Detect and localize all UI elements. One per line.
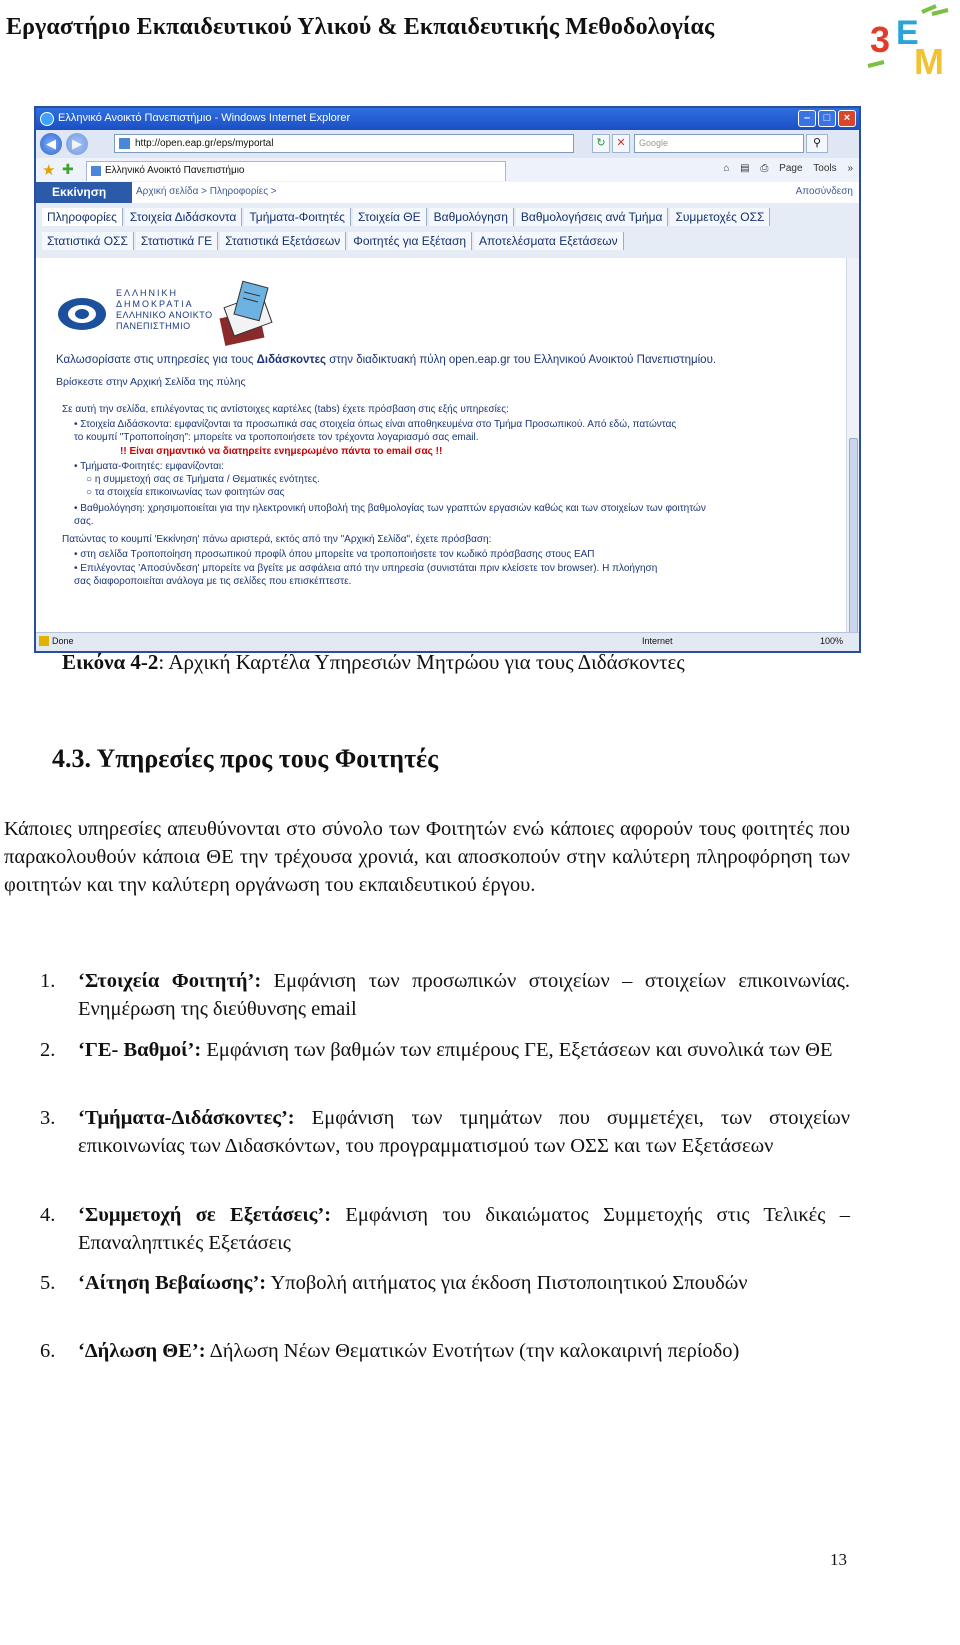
- tab-oss-stats[interactable]: Στατιστικά ΟΣΣ: [42, 232, 134, 250]
- tab-ge-stats[interactable]: Στατιστικά ΓΕ: [136, 232, 218, 250]
- scroll-thumb[interactable]: [849, 438, 858, 648]
- organization-name: ΕΛΛΗΝΙΚΗ ΔΗΜΟΚΡΑΤΙΑ ΕΛΛΗΝΙΚΟ ΑΝΟΙΚΤΟ ΠΑΝΕΠΙΣΤΗΜΙΟ: [116, 288, 213, 331]
- list-item: 2. ‘ΓΕ- Βαθμοί’: Εμφάνιση των βαθμών των επιμέρους ΓΕ, Εξετάσεων και συνολικά των ΘΕ: [40, 1039, 833, 1061]
- list-item: 3. ‘Τμήματα-Διδάσκοντες’: Εμφάνιση των τμημάτων που συμμετέχει, των στοιχείων επικοινωνίας των Διδασκόντων, του προγραμματισμού των ΟΣΣ και των Εξετάσεων: [40, 1107, 850, 1157]
- refresh-icon[interactable]: ↻: [592, 134, 610, 153]
- favorites-star-icon[interactable]: ★: [42, 162, 56, 179]
- command-bar: [715, 163, 853, 174]
- welcome-text: Καλωσορίσατε στις υπηρεσίες για τους Διδάσκοντες στην διαδικτυακή πύλη open.eap.gr του Ελληνικού Ανοικτού Πανεπιστημίου.: [56, 354, 717, 366]
- window-titlebar: [36, 108, 859, 130]
- tab-info[interactable]: Πληροφορίες: [42, 208, 123, 226]
- maximize-button[interactable]: □: [818, 110, 836, 127]
- tab-icon: [91, 166, 101, 176]
- stop-icon[interactable]: ✕: [612, 134, 630, 153]
- window-title: Ελληνικό Ανοικτό Πανεπιστήμιο - Windows Internet Explorer: [58, 112, 351, 124]
- print-icon[interactable]: ⎙: [760, 163, 769, 174]
- status-zone: Internet: [642, 636, 673, 646]
- home-icon[interactable]: ⌂: [723, 163, 730, 174]
- tab-oss-participation[interactable]: Συμμετοχές ΟΣΣ: [670, 208, 770, 226]
- documents-icon: [216, 278, 280, 350]
- document-header-title: Εργαστήριο Εκπαιδευτικού Υλικού & Εκπαιδευτικής Μεθοδολογίας: [6, 14, 715, 40]
- svg-text:Ε: Ε: [896, 14, 919, 52]
- search-input[interactable]: Google: [634, 134, 804, 153]
- intro-paragraph: Κάποιες υπηρεσίες απευθύνονται στο σύνολο των Φοιτητών ενώ κάποιες αφορούν τους φοιτητές που παρακολουθούν κάποια ΘΕ την τρέχουσα χρονιά, και αποσκοπούν στην καλύτερη πληροφόρηση των φοιτητών και την καλύτερη οργάνωση του εκπαιδευτικού έργου.: [4, 818, 850, 896]
- section-title: 4.3. Υπηρεσίες προς τους Φοιτητές: [52, 744, 439, 773]
- info-line-10[interactable]: • στη σελίδα Τροποποίηση προσωπικού προφίλ όπου μπορείτε να τροποποιήσετε τον κωδικό πρόσβασης στους ΕΑΠ: [74, 549, 595, 560]
- service-tabs: [36, 203, 859, 259]
- info-line-9: Πατώντας το κουμπί 'Εκκίνηση' πάνω αριστερά, εκτός από την "Αρχική Σελίδα", έχετε πρόσβαση:: [62, 534, 492, 545]
- info-line-6: ○ τα στοιχεία επικοινωνίας των φοιτητών σας: [86, 487, 285, 498]
- browser-tab[interactable]: [86, 161, 506, 181]
- email-warning: !! Είναι σημαντικό να διατηρείτε ενημερωμένο πάντα το email σας !!: [120, 446, 443, 457]
- info-line-8: σας.: [74, 516, 94, 527]
- figure-caption: Εικόνα 4-2: Αρχική Καρτέλα Υπηρεσιών Μητρώου για τους Διδάσκοντες: [62, 650, 685, 674]
- svg-text:3: 3: [870, 19, 891, 60]
- tab-module-details[interactable]: Στοιχεία ΘΕ: [353, 208, 427, 226]
- tab-classes-students[interactable]: Τμήματα-Φοιτητές: [244, 208, 351, 226]
- favorites-bar: [36, 158, 859, 183]
- tab-tutor-details[interactable]: Στοιχεία Διδάσκοντα: [125, 208, 242, 226]
- status-icon: [39, 636, 49, 646]
- status-bar: [36, 632, 859, 651]
- list-item: 5. ‘Αίτηση Βεβαίωσης’: Υποβολή αιτήματος για έκδοση Πιστοποιητικού Σπουδών: [40, 1272, 748, 1294]
- address-toolbar: [36, 130, 859, 159]
- forward-arrow-icon[interactable]: ▶: [66, 133, 88, 155]
- tab-exam-stats[interactable]: Στατιστικά Εξετάσεων: [220, 232, 346, 250]
- 3em-logo: [862, 4, 956, 80]
- status-done: Done: [52, 636, 74, 646]
- vertical-scrollbar[interactable]: [846, 258, 859, 633]
- info-line-11: • Επιλέγοντας 'Αποσύνδεση' μπορείτε να βγείτε με ασφάλεια από την υπηρεσία (συνιστάται πριν κλείσετε τον browser). Η πλοήγηση: [74, 563, 658, 574]
- info-line-4: • Τμήματα-Φοιτητές: εμφανίζονται:: [74, 461, 224, 472]
- eap-logo: [56, 296, 108, 332]
- minimize-button[interactable]: –: [798, 110, 816, 127]
- page-menu[interactable]: Page: [779, 163, 803, 174]
- info-line-7: • Βαθμολόγηση: χρησιμοποιείται για την ηλεκτρονική υποβολή της βαθμολογίας των γραπτών εργασιών καθώς και των στοιχείων των φοιτητών: [74, 503, 706, 514]
- location-text: Βρίσκεστε στην Αρχική Σελίδα της πύλης: [56, 376, 246, 388]
- zoom-level[interactable]: 100%: [819, 636, 843, 646]
- info-line-3: το κουμπί "Τροποποίηση": μπορείτε να τροποποιήσετε τον τρέχοντα λογαριασμό σας email.: [74, 432, 479, 443]
- list-item: 6. ‘Δήλωση ΘΕ’: Δήλωση Νέων Θεματικών Ενοτήτων (την καλοκαιρινή περίοδο): [40, 1340, 740, 1362]
- tab-exam-results[interactable]: Αποτελέσματα Εξετάσεων: [474, 232, 624, 250]
- tab-title: Ελληνικό Ανοικτό Πανεπιστήμιο: [105, 165, 245, 176]
- feeds-icon[interactable]: ▤: [740, 163, 750, 174]
- back-arrow-icon[interactable]: ◀: [40, 133, 62, 155]
- address-value: http://open.eap.gr/eps/myportal: [135, 138, 274, 149]
- list-item: 1. ‘Στοιχεία Φοιτητή’: Εμφάνιση των προσωπικών στοιχείων – στοιχείων επικοινωνίας. Ενημέρωση της διεύθυνσης email: [40, 970, 850, 1020]
- info-line-12: σας διαφοροποιείται ανάλογα με τις σελίδες που επισκέπτεστε.: [74, 576, 352, 587]
- browser-screenshot: [34, 106, 861, 653]
- start-button[interactable]: Εκκίνηση: [36, 182, 132, 203]
- add-favorite-icon[interactable]: ✚: [62, 161, 74, 177]
- tab-grading[interactable]: Βαθμολόγηση: [429, 208, 514, 226]
- page-icon: [119, 138, 130, 149]
- breadcrumb[interactable]: Αρχική σελίδα > Πληροφορίες >: [136, 186, 277, 197]
- list-item: 4. ‘Συμμετοχή σε Εξετάσεις’: Εμφάνιση του δικαιώματος Συμμετοχής στις Τελικές – Επαναληπτικές Εξετάσεις: [40, 1204, 850, 1254]
- svg-text:Μ: Μ: [914, 41, 944, 80]
- ie-icon: [40, 112, 54, 126]
- close-button[interactable]: ×: [838, 110, 856, 127]
- site-navbar: [36, 182, 859, 204]
- search-icon[interactable]: ⚲: [806, 134, 828, 153]
- tools-menu[interactable]: Tools: [813, 163, 837, 174]
- page-number: 13: [830, 1550, 847, 1569]
- more-chevron-icon[interactable]: »: [847, 163, 853, 174]
- info-line-2: • Στοιχεία Διδάσκοντα: εμφανίζονται τα προσωπικά σας στοιχεία όπως είναι αποθηκευμένα στο Τμήμα Προσωπικού. Από εδώ, πατώντας: [74, 419, 677, 430]
- address-input[interactable]: [114, 134, 574, 153]
- tab-grades-per-class[interactable]: Βαθμολογήσεις ανά Τμήμα: [516, 208, 669, 226]
- page-content: [36, 258, 847, 633]
- logout-link[interactable]: Αποσύνδεση: [795, 186, 853, 197]
- info-line-1: Σε αυτή την σελίδα, επιλέγοντας τις αντίστοιχες καρτέλες (tabs) έχετε πρόσβαση στις εξής υπηρεσίες:: [62, 404, 509, 415]
- info-line-5: ○ η συμμετοχή σας σε Τμήματα / Θεματικές ενότητες.: [86, 474, 320, 485]
- tab-students-for-exam[interactable]: Φοιτητές για Εξέταση: [348, 232, 472, 250]
